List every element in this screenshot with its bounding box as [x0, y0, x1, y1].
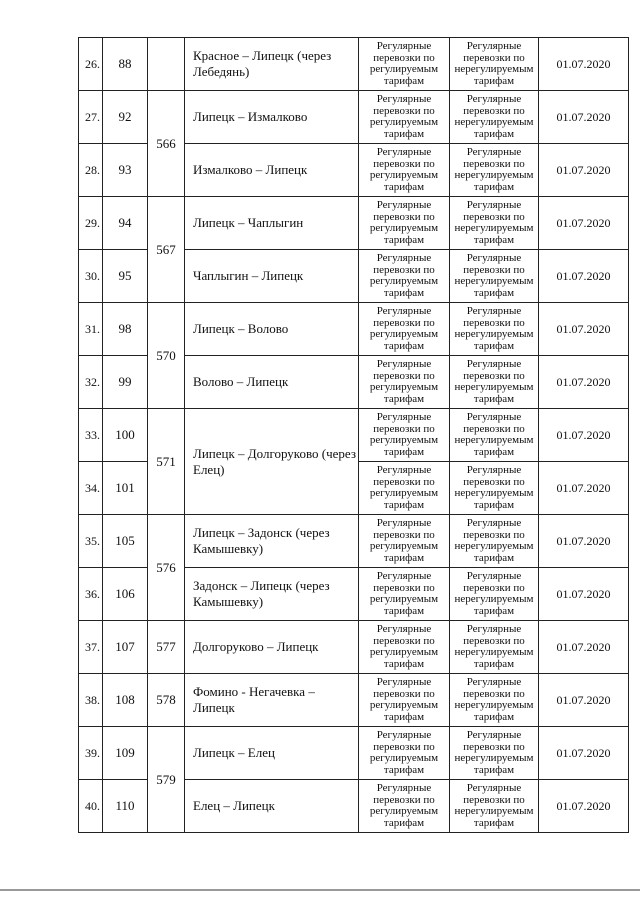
row-number: 35.: [79, 515, 103, 568]
registration-number: 100: [103, 409, 148, 462]
registration-number: 110: [103, 780, 148, 833]
tariff-type: Регулярные перевозки по нерегулируемым тарифам: [450, 780, 539, 833]
registration-number: 108: [103, 674, 148, 727]
effective-date: 01.07.2020: [539, 780, 629, 833]
row-number: 38.: [79, 674, 103, 727]
route-number: 579: [148, 727, 185, 833]
row-number: 40.: [79, 780, 103, 833]
tariff-type: Регулярные перевозки по нерегулируемым тарифам: [450, 515, 539, 568]
table-row: [79, 197, 629, 250]
registration-number: 101: [103, 462, 148, 515]
row-number: 30.: [79, 250, 103, 303]
registration-number: 88: [103, 38, 148, 91]
transport-type: Регулярные перевозки по регулируемым тарифам: [359, 462, 450, 515]
route-name: Елец – Липецк: [185, 780, 359, 833]
route-name: Задонск – Липецк (через Камышевку): [185, 568, 359, 621]
effective-date: 01.07.2020: [539, 144, 629, 197]
route-name: Липецк – Елец: [185, 727, 359, 780]
transport-type: Регулярные перевозки по регулируемым тарифам: [359, 38, 450, 91]
route-name: Липецк – Измалково: [185, 91, 359, 144]
route-number: 578: [148, 674, 185, 727]
effective-date: 01.07.2020: [539, 356, 629, 409]
tariff-type: Регулярные перевозки по нерегулируемым тарифам: [450, 674, 539, 727]
transport-type: Регулярные перевозки по регулируемым тарифам: [359, 144, 450, 197]
tariff-type: Регулярные перевозки по нерегулируемым тарифам: [450, 621, 539, 674]
registration-number: 95: [103, 250, 148, 303]
route-name: Измалково – Липецк: [185, 144, 359, 197]
routes-table: [78, 37, 629, 833]
effective-date: 01.07.2020: [539, 515, 629, 568]
route-name: Фомино - Негачевка – Липецк: [185, 674, 359, 727]
table-row: [79, 409, 629, 462]
route-number: 576: [148, 515, 185, 621]
route-number: [148, 38, 185, 91]
effective-date: 01.07.2020: [539, 91, 629, 144]
row-number: 29.: [79, 197, 103, 250]
table-row: [79, 727, 629, 780]
route-name: Красное – Липецк (через Лебедянь): [185, 38, 359, 91]
row-number: 27.: [79, 91, 103, 144]
row-number: 33.: [79, 409, 103, 462]
tariff-type: Регулярные перевозки по нерегулируемым тарифам: [450, 197, 539, 250]
table-row: [79, 91, 629, 144]
tariff-type: Регулярные перевозки по нерегулируемым тарифам: [450, 144, 539, 197]
table-row: [79, 303, 629, 356]
registration-number: 105: [103, 515, 148, 568]
page-bottom-edge: [0, 889, 640, 891]
row-number: 32.: [79, 356, 103, 409]
registration-number: 98: [103, 303, 148, 356]
transport-type: Регулярные перевозки по регулируемым тарифам: [359, 674, 450, 727]
row-number: 34.: [79, 462, 103, 515]
effective-date: 01.07.2020: [539, 462, 629, 515]
transport-type: Регулярные перевозки по регулируемым тарифам: [359, 621, 450, 674]
table-row: [79, 674, 629, 727]
tariff-type: Регулярные перевозки по нерегулируемым тарифам: [450, 250, 539, 303]
tariff-type: Регулярные перевозки по нерегулируемым тарифам: [450, 727, 539, 780]
transport-type: Регулярные перевозки по регулируемым тарифам: [359, 91, 450, 144]
route-number: 571: [148, 409, 185, 515]
effective-date: 01.07.2020: [539, 727, 629, 780]
route-name: Липецк – Задонск (через Камышевку): [185, 515, 359, 568]
route-name: Чаплыгин – Липецк: [185, 250, 359, 303]
row-number: 36.: [79, 568, 103, 621]
effective-date: 01.07.2020: [539, 568, 629, 621]
route-number: 567: [148, 197, 185, 303]
transport-type: Регулярные перевозки по регулируемым тарифам: [359, 409, 450, 462]
effective-date: 01.07.2020: [539, 38, 629, 91]
effective-date: 01.07.2020: [539, 197, 629, 250]
route-name: Липецк – Долгоруково (через Елец): [185, 409, 359, 515]
tariff-type: Регулярные перевозки по нерегулируемым тарифам: [450, 568, 539, 621]
transport-type: Регулярные перевозки по регулируемым тарифам: [359, 727, 450, 780]
tariff-type: Регулярные перевозки по нерегулируемым тарифам: [450, 91, 539, 144]
tariff-type: Регулярные перевозки по нерегулируемым тарифам: [450, 409, 539, 462]
table-row: [79, 515, 629, 568]
row-number: 39.: [79, 727, 103, 780]
route-number: 570: [148, 303, 185, 409]
transport-type: Регулярные перевозки по регулируемым тарифам: [359, 356, 450, 409]
effective-date: 01.07.2020: [539, 621, 629, 674]
tariff-type: Регулярные перевозки по нерегулируемым тарифам: [450, 38, 539, 91]
row-number: 31.: [79, 303, 103, 356]
registration-number: 93: [103, 144, 148, 197]
table-row: [79, 38, 629, 91]
effective-date: 01.07.2020: [539, 409, 629, 462]
effective-date: 01.07.2020: [539, 250, 629, 303]
tariff-type: Регулярные перевозки по нерегулируемым тарифам: [450, 356, 539, 409]
route-name: Липецк – Волово: [185, 303, 359, 356]
registration-number: 99: [103, 356, 148, 409]
table-row: [79, 621, 629, 674]
route-name: Липецк – Чаплыгин: [185, 197, 359, 250]
row-number: 37.: [79, 621, 103, 674]
route-name: Долгоруково – Липецк: [185, 621, 359, 674]
transport-type: Регулярные перевозки по регулируемым тарифам: [359, 303, 450, 356]
row-number: 26.: [79, 38, 103, 91]
registration-number: 107: [103, 621, 148, 674]
tariff-type: Регулярные перевозки по нерегулируемым тарифам: [450, 303, 539, 356]
transport-type: Регулярные перевозки по регулируемым тарифам: [359, 250, 450, 303]
tariff-type: Регулярные перевозки по нерегулируемым тарифам: [450, 462, 539, 515]
transport-type: Регулярные перевозки по регулируемым тарифам: [359, 515, 450, 568]
effective-date: 01.07.2020: [539, 674, 629, 727]
registration-number: 92: [103, 91, 148, 144]
transport-type: Регулярные перевозки по регулируемым тарифам: [359, 780, 450, 833]
row-number: 28.: [79, 144, 103, 197]
route-name: Волово – Липецк: [185, 356, 359, 409]
transport-type: Регулярные перевозки по регулируемым тарифам: [359, 568, 450, 621]
route-number: 566: [148, 91, 185, 197]
registration-number: 109: [103, 727, 148, 780]
transport-type: Регулярные перевозки по регулируемым тарифам: [359, 197, 450, 250]
route-number: 577: [148, 621, 185, 674]
effective-date: 01.07.2020: [539, 303, 629, 356]
registration-number: 94: [103, 197, 148, 250]
registration-number: 106: [103, 568, 148, 621]
